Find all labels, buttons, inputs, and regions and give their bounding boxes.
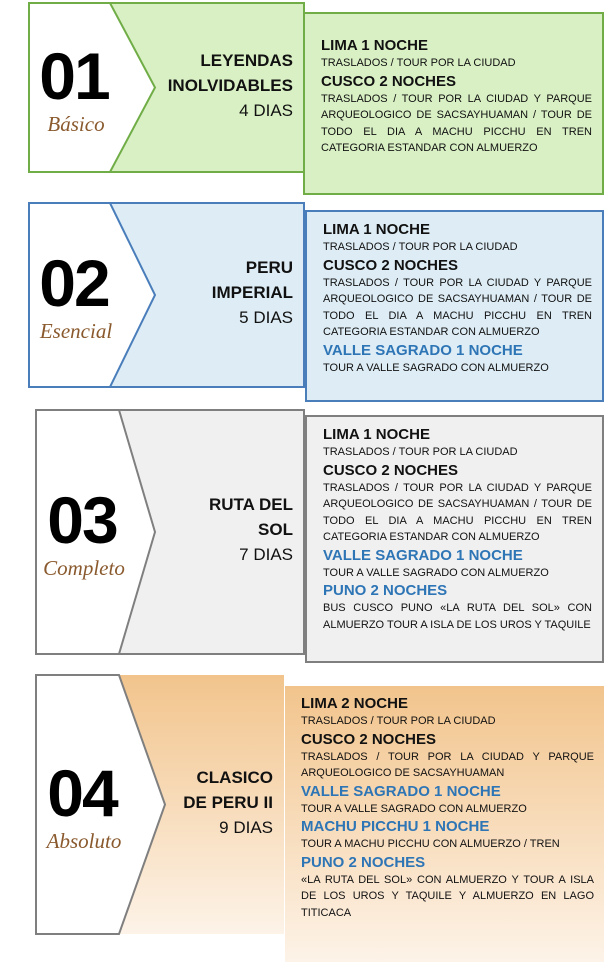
package-itinerary [303, 12, 604, 195]
destination-heading: PUNO 2 NOCHES [323, 582, 448, 599]
destination-description: TRASLADOS / TOUR POR LA CIUDAD Y PARQUE ARQUEOLOGICO DE SACSAYHUAMAN / TOUR DE TODO EL DIA A MACHU PICCHU EN TREN CATEGORIA ESTANDAR CON ALMUERZO [321, 92, 592, 154]
destination-heading: LIMA 1 NOCHE [323, 426, 430, 443]
destination-description: TRASLADOS / TOUR POR LA CIUDAD [301, 715, 496, 727]
package-days: 5 DIAS [239, 308, 293, 327]
package-title [168, 48, 293, 123]
destination-heading: VALLE SAGRADO 1 NOCHE [301, 782, 501, 800]
package-title [212, 255, 293, 330]
destination-heading: VALLE SAGRADO 1 NOCHE [323, 341, 523, 359]
title-line: CLASICO [196, 767, 273, 787]
title-line: DE PERU II [183, 792, 273, 812]
package-header [28, 202, 305, 388]
package-days: 9 DIAS [219, 817, 273, 837]
package-level: Completo [43, 556, 125, 580]
package-number: 02 [39, 246, 109, 320]
destination-heading: LIMA 2 NOCHE [301, 695, 408, 712]
title-line: LEYENDAS [200, 50, 293, 70]
destination-description: TRASLADOS / TOUR POR LA CIUDAD Y PARQUE ARQUEOLOGICO DE SACSAYHUAMAN [301, 750, 594, 779]
package-title [209, 492, 293, 567]
package-level: Absoluto [46, 828, 122, 853]
destination-description: TOUR A VALLE SAGRADO CON ALMUERZO [323, 361, 549, 374]
title-line: RUTA DEL [208, 495, 293, 514]
destination-description: TRASLADOS / TOUR POR LA CIUDAD Y PARQUE ARQUEOLOGICO DE SACSAYHUAMAN / TOUR DE TODO EL DIA A MACHU PICCHU EN TREN CATEGORIA ESTANDAR CON ALMUERZO [323, 276, 592, 338]
title-line: SOL [258, 520, 293, 539]
package-title [183, 765, 273, 840]
package-number: 03 [47, 483, 117, 557]
destination-heading: CUSCO 2 NOCHES [301, 730, 437, 748]
destination-description: TRASLADOS / TOUR POR LA CIUDAD Y PARQUE ARQUEOLOGICO DE SACSAYHUAMAN / TOUR DE TODO EL DIA A MACHU PICCHU EN TREN CATEGORIA ESTANDAR CON ALMUERZO [323, 481, 592, 543]
destination-description: TRASLADOS / TOUR POR LA CIUDAD [323, 446, 518, 458]
destination-description: TRASLADOS / TOUR POR LA CIUDAD [323, 241, 518, 253]
destination-description: «LA RUTA DEL SOL» CON ALMUERZO Y TOUR A ISLA DE LOS UROS Y TAQUILE Y ALMUERZO EN LAGO TITICACA [301, 873, 594, 919]
destination-description: TOUR A MACHU PICCHU CON ALMUERZO / TREN [301, 838, 560, 850]
package-number: 04 [47, 755, 117, 830]
package-header [28, 2, 305, 173]
destination-description: BUS CUSCO PUNO «LA RUTA DEL SOL» CON ALMUERZO TOUR A ISLA DE LOS UROS Y TAQUILE [323, 602, 592, 631]
destination-heading: VALLE SAGRADO 1 NOCHE [323, 546, 523, 564]
title-line: PERU [245, 258, 293, 277]
package-itinerary [305, 210, 604, 402]
package-header [35, 409, 305, 655]
title-line: INOLVIDABLES [167, 75, 293, 95]
destination-heading: LIMA 1 NOCHE [321, 37, 428, 54]
package-days: 7 DIAS [239, 545, 293, 564]
destination-heading: MACHU PICCHU 1 NOCHE [301, 818, 490, 835]
package-days: 4 DIAS [239, 100, 293, 120]
package-level: Básico [47, 111, 105, 136]
package-itinerary [285, 686, 604, 962]
package-number: 01 [39, 38, 109, 113]
destination-heading: CUSCO 2 NOCHES [323, 461, 459, 479]
destination-description: TRASLADOS / TOUR POR LA CIUDAD [321, 57, 516, 69]
destination-description: TOUR A VALLE SAGRADO CON ALMUERZO [323, 566, 549, 579]
package-header [35, 674, 285, 935]
destination-heading: CUSCO 2 NOCHES [323, 256, 459, 274]
destination-description: TOUR A VALLE SAGRADO CON ALMUERZO [301, 802, 527, 815]
title-line: IMPERIAL [211, 283, 293, 302]
destination-heading: PUNO 2 NOCHES [301, 853, 426, 871]
destination-heading: CUSCO 2 NOCHES [321, 72, 457, 90]
destination-heading: LIMA 1 NOCHE [323, 221, 430, 238]
package-level: Esencial [39, 319, 113, 343]
package-itinerary [305, 415, 604, 663]
